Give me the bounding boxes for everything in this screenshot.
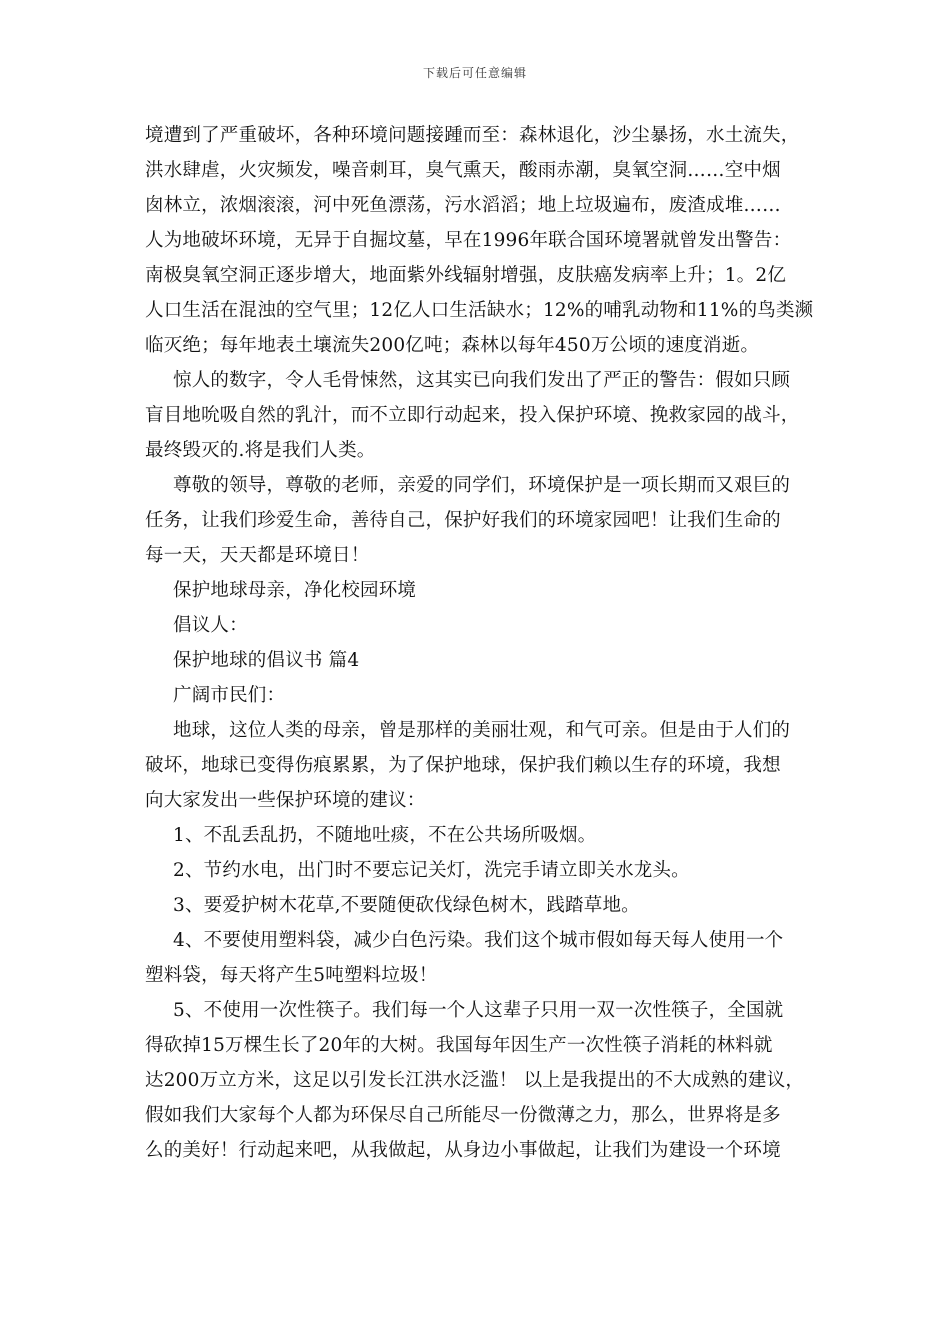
text-line: 2、节约水电，出门时不要忘记关灯，洗完手请立即关水龙头。 bbox=[173, 860, 690, 881]
text-line: 保护地球的倡议书 篇4 bbox=[173, 650, 360, 671]
text-line: 5、不使用一次性筷子。我们每一个人这辈子只用一双一次性筷子，全国就 bbox=[173, 1000, 784, 1021]
text-line: 临灭绝；每年地表土壤流失200亿吨；森林以每年450万公顷的速度消逝。 bbox=[145, 335, 760, 356]
text-line: 倡议人： bbox=[173, 615, 248, 636]
text-line: 人口生活在混浊的空气里；12亿人口生活缺水；12%的哺乳动物和11%的鸟类濒 bbox=[145, 300, 814, 321]
text-line: 人为地破坏环境，无异于自掘坟墓，早在1996年联合国环境署就曾发出警告： bbox=[145, 230, 792, 251]
text-line: 境遭到了严重破坏，各种环境问题接踵而至：森林退化，沙尘暴扬，水土流失， bbox=[145, 125, 800, 146]
text-line: 地球，这位人类的母亲，曾是那样的美丽壮观，和气可亲。但是由于人们的 bbox=[173, 720, 791, 741]
text-line: 1、不乱丢乱扔，不随地吐痰，不在公共场所吸烟。 bbox=[173, 825, 597, 846]
text-line: 破坏，地球已变得伤痕累累，为了保护地球，保护我们赖以生存的环境，我想 bbox=[145, 755, 781, 776]
text-line: 南极臭氧空洞正逐步增大，地面紫外线辐射增强，皮肤癌发病率上升；1。2亿 bbox=[145, 265, 787, 286]
text-line: 洪水肆虐，火灾频发，噪音刺耳，臭气熏天，酸雨赤潮，臭氧空洞……空中烟 bbox=[145, 160, 781, 181]
text-line: 惊人的数字，令人毛骨悚然，这其实已向我们发出了严正的警告：假如只顾 bbox=[173, 370, 791, 391]
text-line: 假如我们大家每个人都为环保尽自己所能尽一份微薄之力，那么，世界将是多 bbox=[145, 1105, 781, 1126]
text-line: 3、要爱护树木花草,不要随便砍伐绿色树木，践踏草地。 bbox=[173, 895, 640, 916]
text-line: 保护地球母亲，净化校园环境 bbox=[173, 580, 417, 601]
text-line: 任务，让我们珍爱生命，善待自己，保护好我们的环境家园吧！让我们生命的 bbox=[145, 510, 781, 531]
text-line: 最终毁灭的.将是我们人类。 bbox=[145, 440, 376, 461]
text-line: 广阔市民们： bbox=[173, 685, 286, 706]
page-header: 下载后可任意编辑 bbox=[422, 66, 527, 80]
text-line: 盲目地吮吸自然的乳汁，而不立即行动起来，投入保护环境、挽救家园的战斗， bbox=[145, 405, 800, 426]
text-line: 塑料袋，每天将产生5吨塑料垃圾！ bbox=[145, 965, 438, 986]
document-body bbox=[145, 118, 814, 1168]
text-line: 尊敬的领导，尊敬的老师，亲爱的同学们，环境保护是一项长期而又艰巨的 bbox=[173, 475, 791, 496]
text-line: 得砍掉15万棵生长了20年的大树。我国每年因生产一次性筷子消耗的林料就 bbox=[145, 1035, 773, 1056]
text-line: 每一天，天天都是环境日！ bbox=[145, 545, 370, 566]
text-line: 4、不要使用塑料袋，减少白色污染。我们这个城市假如每天每人使用一个 bbox=[173, 930, 784, 951]
text-line: 向大家发出一些保护环境的建议： bbox=[145, 790, 426, 811]
text-line: 囱林立，浓烟滚滚，河中死鱼漂荡，污水滔滔；地上垃圾遍布，废渣成堆…… bbox=[145, 195, 781, 216]
text-line: 达200万立方米，这足以引发长江洪水泛滥！ 以上是我提出的不大成熟的建议， bbox=[145, 1070, 805, 1091]
text-line: 么的美好！行动起来吧，从我做起，从身边小事做起，让我们为建设一个环境 bbox=[145, 1140, 781, 1161]
